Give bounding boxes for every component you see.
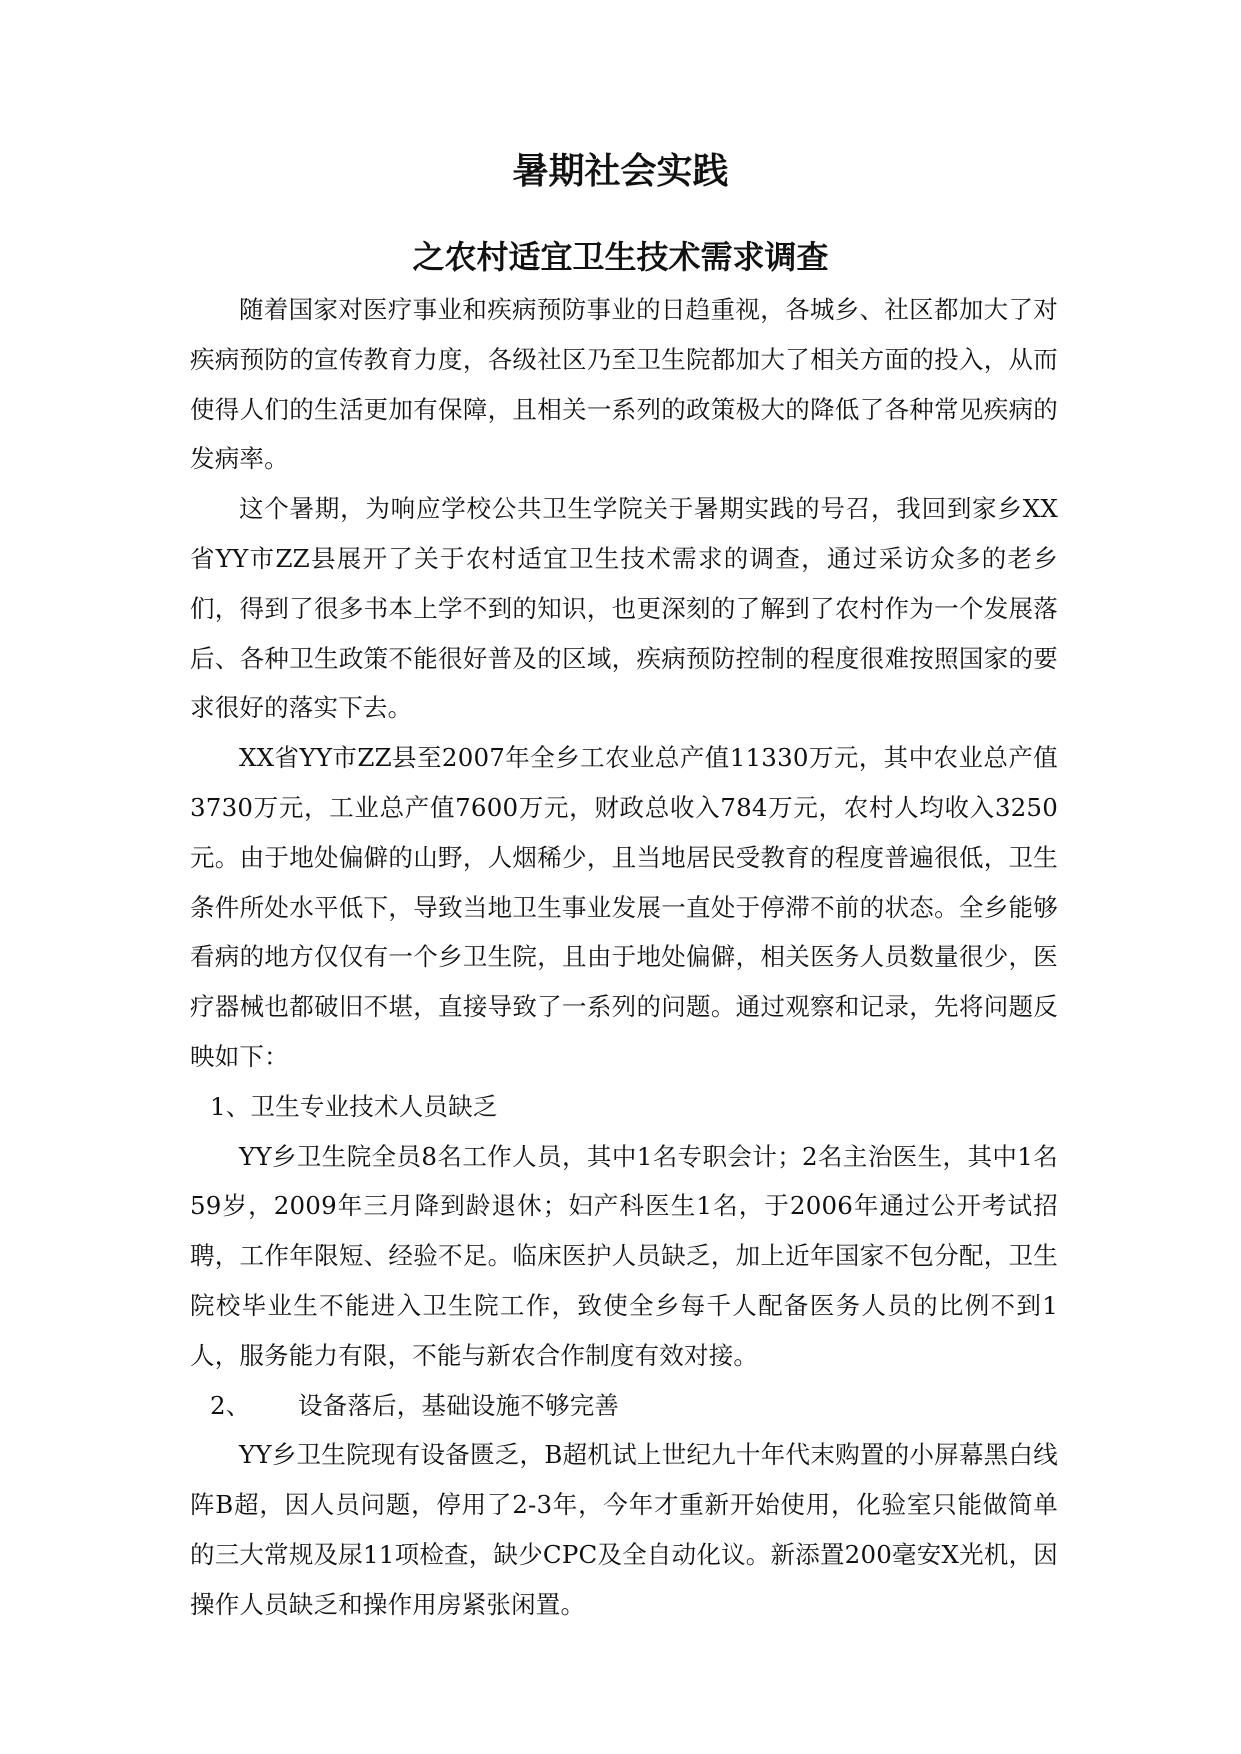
paragraph-summer-practice: 这个暑期，为响应学校公共卫生学院关于暑期实践的号召，我回到家乡XX省YY市ZZ县展开了关于农村适宜卫生技术需求的调查，通过采访众多的老乡们，得到了很多书本上学不到的知识，也更深刻的了解到了农村作为一个发展落后、各种卫生政策不能很好普及的区域，疾病预防控制的程度很难按照国家的要求很好的落实下去。 <box>190 494 1058 723</box>
page-subtitle: 之农村适宜卫生技术需求调查 <box>412 238 829 276</box>
page-title: 暑期社会实践 <box>512 151 729 192</box>
paragraph-county-overview: XX省YY市ZZ县至2007年全乡工农业总产值11330万元，其中农业总产值3730万元，工业总产值7600万元，财政总收入784万元，农村人均收入3250元。由于地处偏僻的山野，人烟稀少，且当地居民受教育的程度普遍很低，卫生条件所处水平低下，导致当地卫生事业发展一直处于停滞不前的状态。全乡能够看病的地方仅仅有一个乡卫生院，且由于地处偏僻，相关医务人员数量很少，医疗器械也都破旧不堪，直接导致了一系列的问题。通过观察和记录，先将问题反映如下： <box>190 743 1058 1071</box>
section-heading-text-2: 设备落后，基础设施不够完善 <box>298 1390 620 1420</box>
document-body <box>190 285 1058 1630</box>
paragraph-equipment: YY乡卫生院现有设备匮乏，B超机试上世纪九十年代末购置的小屏幕黑白线阵B超，因人员问题，停用了2-3年，今年才重新开始使用，化验室只能做简单的三大常规及尿11项检查，缺少CPC及全自动化议。新添置200毫安X光机，因操作人员缺乏和操作用房紧张闲置。 <box>190 1440 1058 1619</box>
paragraph-intro: 随着国家对医疗事业和疾病预防事业的日趋重视，各城乡、社区都加大了对疾病预防的宣传教育力度，各级社区乃至卫生院都加大了相关方面的投入，从而使得人们的生活更加有保障，且相关一系列的政策极大的降低了各种常见疾病的发病率。 <box>190 295 1058 474</box>
section-number-2: 2、 <box>210 1390 251 1420</box>
section-heading-1 <box>190 1082 1058 1132</box>
section-heading-text-1: 卫生专业技术人员缺乏 <box>250 1091 498 1121</box>
section-heading-2 <box>190 1381 1058 1431</box>
section-number-1: 1、 <box>210 1091 251 1121</box>
paragraph-staff-shortage: YY乡卫生院全员8名工作人员，其中1名专职会计；2名主治医生，其中1名59岁，2009年三月降到龄退休；妇产科医生1名，于2006年通过公开考试招聘，工作年限短、经验不足。临床医护人员缺乏，加上近年国家不包分配，卫生院校毕业生不能进入卫生院工作，致使全乡每千人配备医务人员的比例不到1人，服务能力有限，不能与新农合作制度有效对接。 <box>190 1141 1058 1370</box>
